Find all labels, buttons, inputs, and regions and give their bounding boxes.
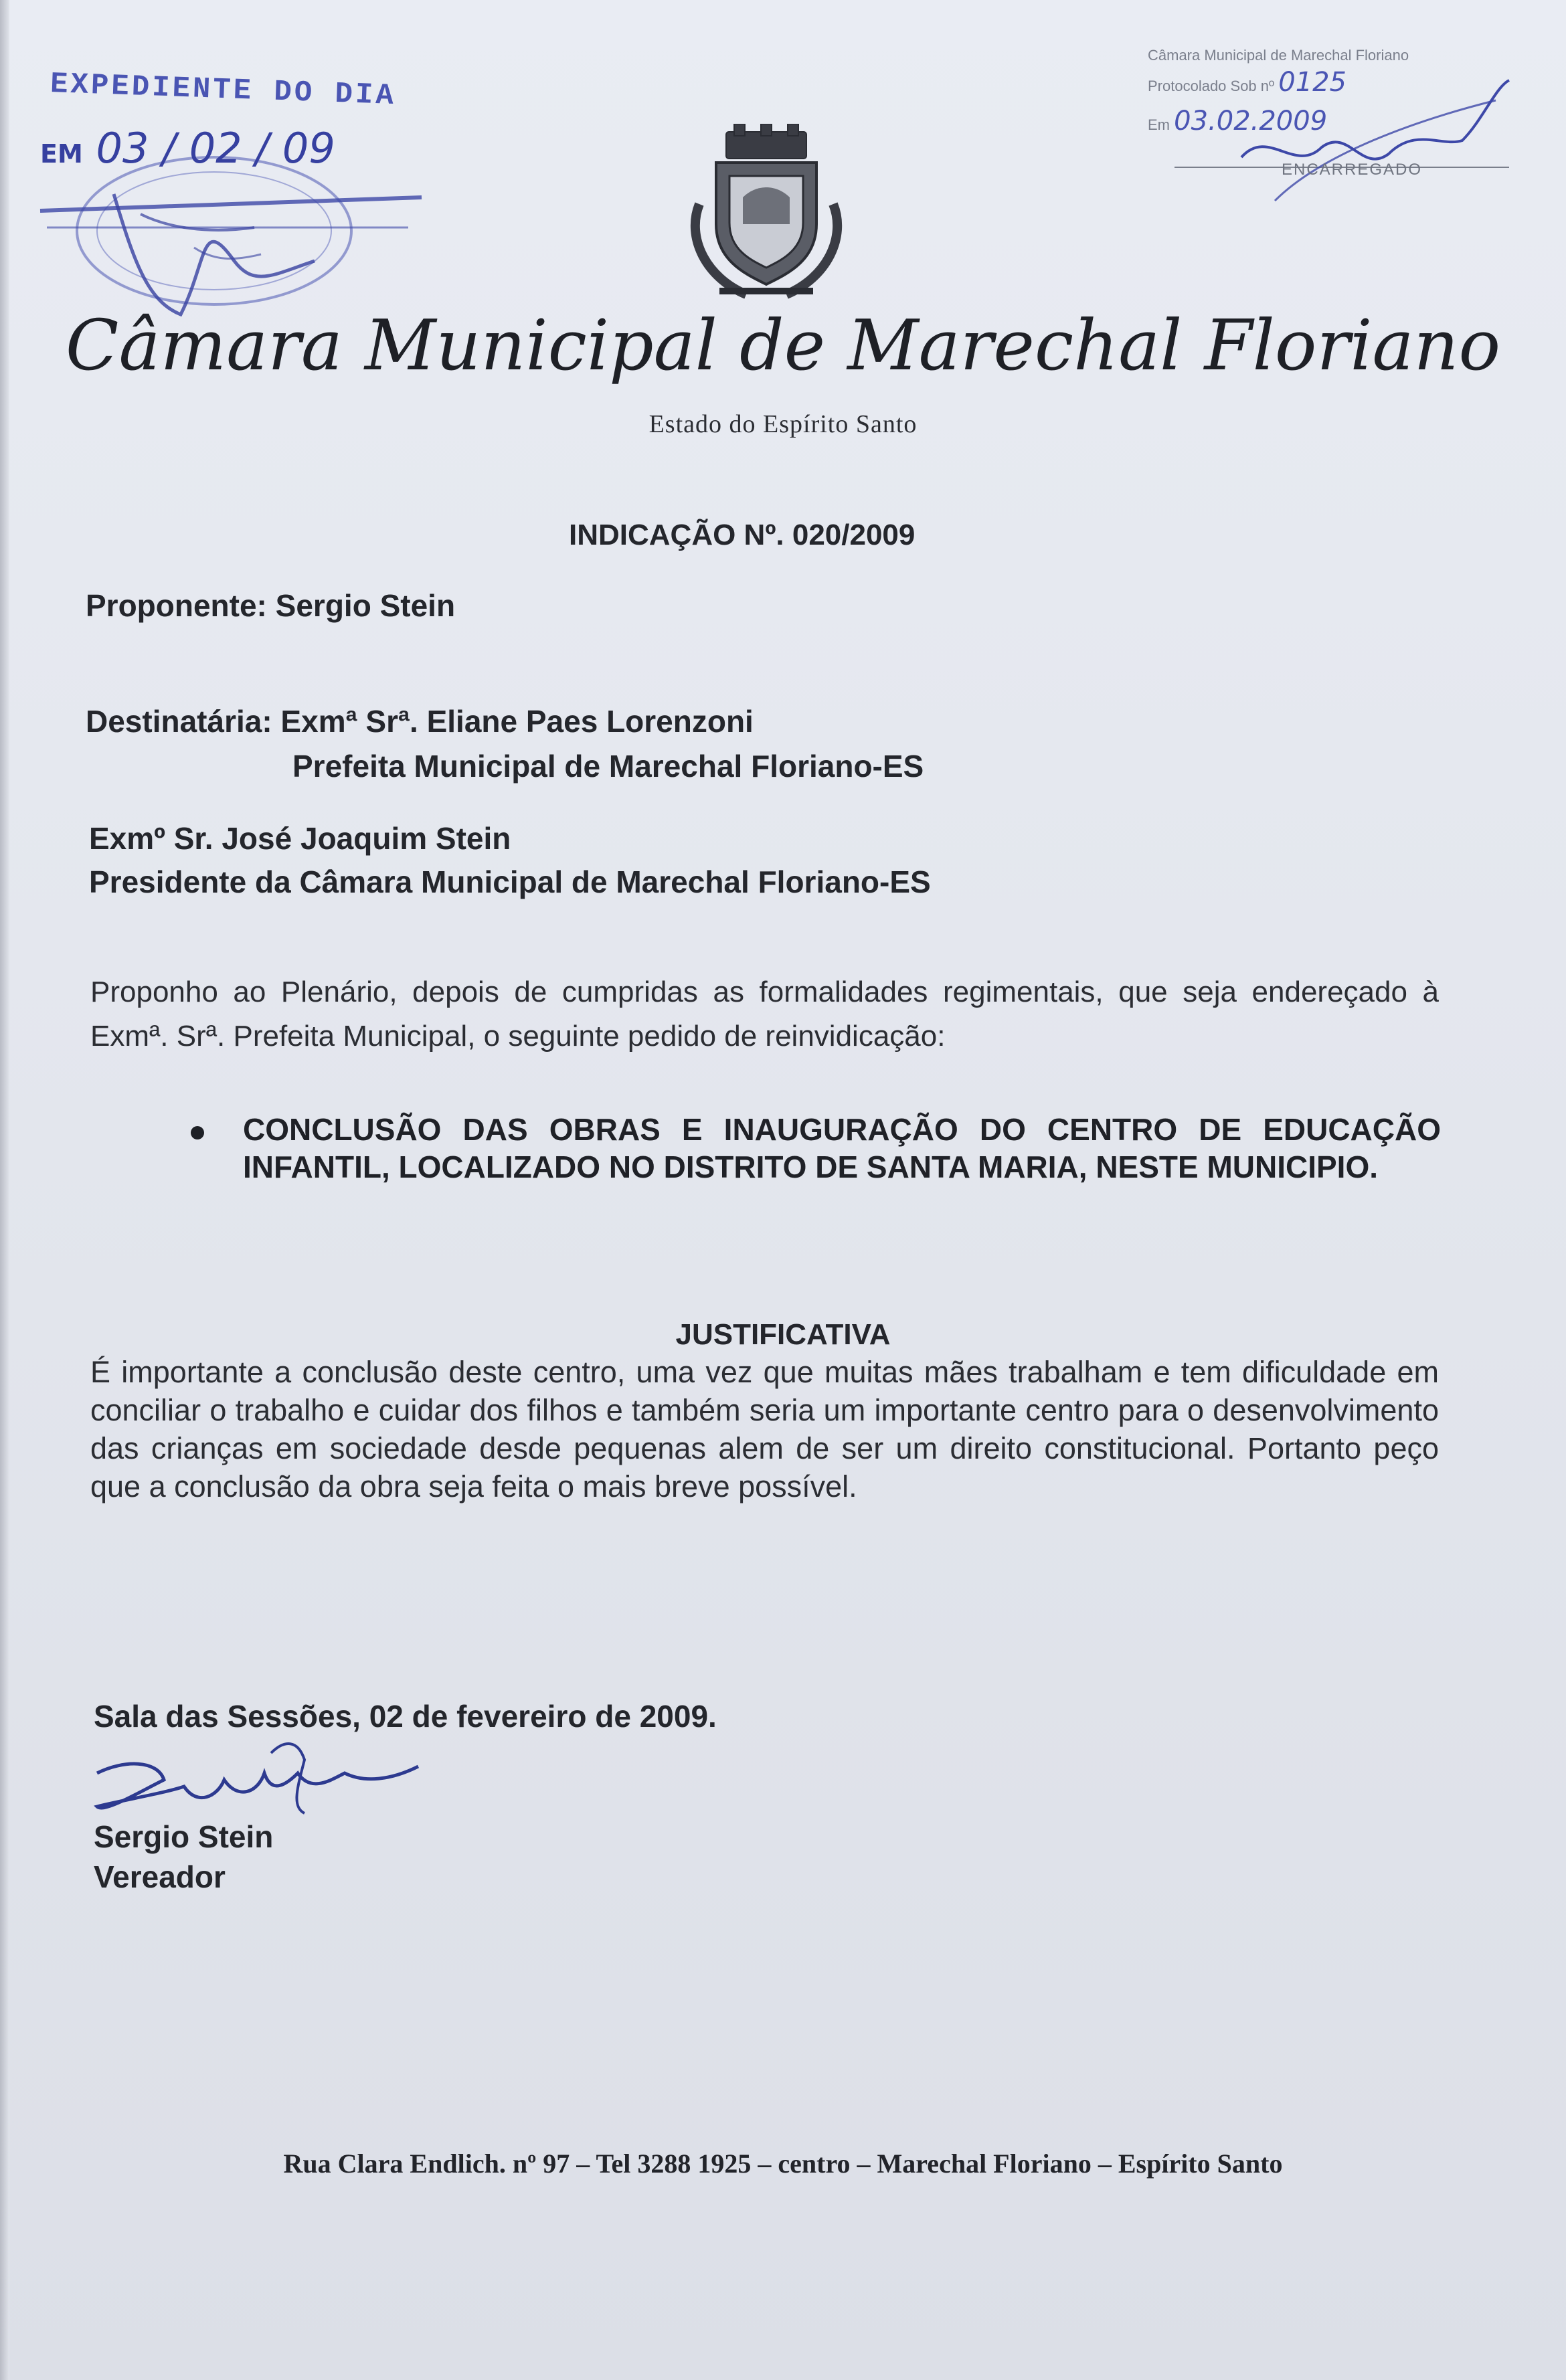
state-subtitle: Estado do Espírito Santo	[648, 410, 918, 438]
indicacao-number: INDICAÇÃO Nº. 020/2009	[569, 519, 916, 551]
recipient2-line-1: Exmº Sr. José Joaquim Stein	[89, 821, 511, 856]
expediente-stamp	[33, 60, 435, 341]
justificativa-paragraph: É importante a conclusão deste centro, uma vez que muitas mães trabalham e tem dificuldade em conciliar o trabalho e cuidar dos filhos e também seria um importante centro para o desenvolvimento das crianças em sociedade desde pequenas alem de ser um direito constitucional. Portanto peço que a conclusão da obra seja feita o mais breve possível.	[90, 1355, 1439, 1503]
request-item: CONCLUSÃO DAS OBRAS E INAUGURAÇÃO DO CENTRO DE EDUCAÇÃO INFANTIL, LOCALIZADO NO DISTRITO DE SANTA MARIA, NESTE MUNICIPIO.	[243, 1112, 1441, 1184]
signer-name: Sergio Stein	[94, 1819, 274, 1854]
protocol-stamp	[1148, 47, 1522, 207]
footer-address: Rua Clara Endlich. nº 97 – Tel 3288 1925 – centro – Marechal Floriano – Espírito Santo	[283, 2148, 1283, 2179]
chamber-title: Câmara Municipal de Marechal Floriano	[65, 304, 1501, 386]
destinataria-line-2: Prefeita Municipal de Marechal Floriano-ES	[292, 749, 924, 784]
destinataria-line-1: Destinatária: Exmª Srª. Eliane Paes Lorenzoni	[86, 704, 754, 739]
signer-role: Vereador	[94, 1859, 226, 1894]
protocol-date-label: Em	[1148, 116, 1170, 133]
justificativa-heading: JUSTIFICATIVA	[675, 1318, 891, 1351]
intro-paragraph: Proponho ao Plenário, depois de cumpridas as formalidades regimentais, que seja endereçado à Exmª. Srª. Prefeita Municipal, o seguinte pedido de reinvidicação:	[90, 976, 1439, 1052]
protocol-date: 03.02.2009	[1174, 106, 1328, 136]
stamp-title: EXPEDIENTE DO DIA	[50, 67, 397, 114]
stamp-date-row	[40, 124, 335, 173]
recipient2-line-2: Presidente da Câmara Municipal de Marechal Floriano-ES	[89, 864, 931, 899]
coat-of-arms-icon	[679, 124, 853, 304]
protocol-number: 0125	[1278, 67, 1346, 98]
protocol-label: Protocolado Sob nº	[1148, 78, 1275, 94]
session-date: Sala das Sessões, 02 de fevereiro de 2009.	[94, 1699, 717, 1734]
stamp-date: 03 / 02 / 09	[96, 124, 335, 173]
bullet-icon	[191, 1126, 204, 1139]
protocol-line-1: Câmara Municipal de Marechal Floriano	[1148, 47, 1409, 64]
stamp-prefix: EM	[40, 139, 83, 169]
proponente: Proponente: Sergio Stein	[86, 588, 456, 623]
protocol-line-3	[1148, 106, 1327, 136]
protocol-line-2	[1148, 67, 1346, 98]
protocol-role: ENCARREGADO	[1282, 161, 1423, 179]
